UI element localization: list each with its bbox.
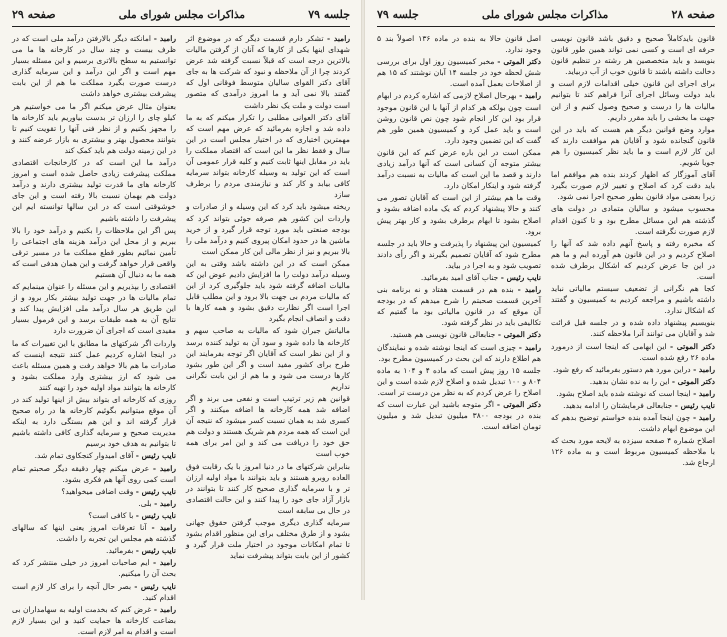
speech-text: بصر حال آنچه را برای کار لازم است اقدام کنید. xyxy=(12,581,176,602)
right-col-a xyxy=(377,33,541,595)
right-page-columns xyxy=(377,33,715,595)
left-page-title: مذاکرات مجلس شورای ملی xyxy=(118,9,245,21)
speech-text: دراین مورد هم دستور بفرمائید که رفع شود. xyxy=(552,364,691,374)
transcript-paragraph xyxy=(377,147,541,191)
speech-text: محسوب میشود و سالیان متمادی در دولت های گذشته هم این مسائل مطرح بود و تا کنون اقدام لازم صورت نگرفته است. xyxy=(551,204,715,236)
speaker-name: نایب رئیس - xyxy=(135,486,176,496)
speech-text: جناب آقای امید بفرمائید. xyxy=(420,272,499,282)
transcript-paragraph xyxy=(186,517,350,561)
left-session-label: جلسه ۷۹ xyxy=(308,8,350,21)
transcript-paragraph xyxy=(377,192,541,236)
speech-text: جنابعالی فرمایشتان را ادامه بدهید. xyxy=(563,401,673,410)
speaker-name: نایب رئیس - xyxy=(135,510,176,520)
left-page-header xyxy=(12,8,350,27)
transcript-paragraph xyxy=(551,376,715,387)
speech-text: بلی. xyxy=(138,498,152,508)
transcript-paragraph xyxy=(186,201,350,256)
transcript-paragraph xyxy=(12,463,176,485)
transcript-paragraph xyxy=(377,365,541,398)
speaker-name: رامبد - xyxy=(692,413,716,423)
speech-text: جلسه ۱۵ روز پیش است که ماده ۴ و ۱۰۴ به ماده ۸۰۴ و ۱۰۰ تبدیل شده و اصلاح لازم شده است و این اصلاح را عرض کردم که به نظر من درست تر است. xyxy=(377,365,542,397)
speech-text: بنویسیم پیشنهاد داده شده و در جلسه قبل قرائت شد و آقایان می توانند آنرا ملاحظه کنند. xyxy=(551,318,715,339)
speech-text: چون اینجا آمده بنده خواستم توضیح بدهم که این موضوع ابهام داشت. xyxy=(551,413,715,434)
speaker-name: دکتر الموتی - xyxy=(497,330,541,340)
transcript-paragraph xyxy=(551,203,715,236)
transcript-paragraph xyxy=(12,545,176,556)
speech-text: بعنوان مثال عرض میکنم اگر ما می خواستیم هر کیلو چای را ارزان تر بدست بیاوریم باید کارخانه ها را مجهز بکنیم و از نظر فنی آنها را تقویت کنیم تا بتوانند محصول بهتر و بیشتری به بازار عرضه کنند و در این زمینه دولت هم باید کمک کند xyxy=(12,101,176,155)
speech-text: ممکن است در این باره عرض کنم که این قانون بیشتر متوجه آن کسانی است که آنها درآمد زیادی دارند و قصد ما این است که مالیات به نسبت درآمد گرفته شود و اینکار امکان دارد. xyxy=(377,147,541,191)
right-page-header xyxy=(377,8,715,27)
transcript-paragraph xyxy=(551,283,715,316)
transcript-paragraph xyxy=(377,238,541,271)
left-page xyxy=(0,0,362,636)
speech-text: اگر متوجه باشید این عبارت است که بنده در بودجه ۳۸۰۰ میلیون تبدیل شد و میلیون تومان اضافه است. xyxy=(377,400,542,432)
speech-text: کمیسیون این پیشنهاد را پذیرفت و حالا باید در جلسه مطرح شود که آقایان تصمیم بگیرند و اگر رأی دادند تصویب شود و به اجرا در بیاید. xyxy=(377,238,541,270)
transcript-paragraph xyxy=(12,225,176,280)
right-session-label: جلسه ۷۹ xyxy=(377,8,419,21)
speech-text: روزی که کارخانه ای بتواند بیش از اینها تولید کند در آن موقع میتوانیم بگوئیم کارخانه ها در راه صحیح قرار گرفته اند و این هم بستگی دارد به اینکه مدیریت صحیح و سرمایه گذاری کافی داشته باشیم تا بتوانیم به هدف خود برسیم xyxy=(12,395,176,449)
transcript-paragraph xyxy=(12,281,176,336)
transcript-paragraph xyxy=(186,112,350,201)
speaker-name: رامبد - xyxy=(518,342,541,352)
transcript-paragraph xyxy=(12,450,176,461)
transcript-paragraph xyxy=(551,400,715,411)
speech-text: مالیاتش جبران شود که مالیات به صاحب سهم و کارخانه ها داده شود و سود آن به تولید کننده برسد و از این نظر است که آقایان اگر توجه بفرمایند این طرح برای کشور مفید است و اگر این طور بشود کارها درست می شود و ما هم از این بابت نگرانی نداریم xyxy=(186,326,350,391)
transcript-paragraph xyxy=(12,486,176,497)
speech-text: ریخته میشود باید کرد که این وسیله و از صادرات و واردات این کشور هم صرفه جوئی بتواند کرد که بودجه صنعتی باید مورد توجه قرار گیرد و از خرید ماشین ها در حدود امکان پیروی کنیم و درآمد ملی را بالا ببریم و نیز از نظر مالی این کار ممکن است xyxy=(186,202,350,256)
transcript-paragraph xyxy=(551,124,715,168)
speaker-name: رامبد - xyxy=(693,364,715,374)
speech-text: این ابهامی که اینجا است از درمورد ماده ۲۶ رفع شده است. xyxy=(551,341,715,362)
transcript-paragraph xyxy=(551,78,715,122)
transcript-paragraph xyxy=(12,338,176,393)
speech-text: اصلاح شماره ۴ صفحه سیزده به لایحه مورد بحث که با ملاحظه کمیسیون مربوط است و به ماده ۱۲۶ ارجاع شد. xyxy=(551,436,716,468)
transcript-paragraph xyxy=(12,394,176,449)
speech-text: امانکته دیگر بالارفتن درآمد ملی است که در ظرف بیست و چند سال در کارخانه ها ما می توانستیم به سطح بالاتری برسیم و این مسئله بسیار مهم است و اگر این درآمد و این سرمایه گذاری درست صورت بگیرد مملکت ما هم از این بابت پیشرفت بیشتری خواهد داشت xyxy=(12,34,176,99)
speaker-name: نایب رئیس - xyxy=(135,546,176,556)
transcript-paragraph xyxy=(12,510,176,521)
speaker-name: نایب رئیس - xyxy=(500,272,541,282)
speech-text: اقتصادی را بپذیریم و این مسئله را عنوان مینمایم که تمام مالیات ها در جهت تولید بیشتر بکار برود و از این طریق هر سال درآمد ملی افزایش پیدا کند و نتایج آن به همه طبقات برسد و این فرمول بسیار مفیدی است که اجرای آن ضرورت دارد xyxy=(12,282,176,336)
speaker-name: رامبد - xyxy=(327,34,350,43)
speech-text: بهرحال اصلاح لازمی که اشاره کردم در ابهام است چون بولکه هر کدام از آنها با این قانون موجود قرار بود این کار انجام شود چون نص قانون روشن است و باید عمل کرد و کمیسیون همین طور هم گفت که این تضمین وجود دارد. xyxy=(377,91,541,145)
speech-text: جنابعالی قانون نویسی هم هستید. xyxy=(390,330,496,340)
transcript-paragraph xyxy=(551,169,715,202)
transcript-paragraph xyxy=(186,33,350,111)
transcript-paragraph xyxy=(12,157,176,224)
transcript-paragraph xyxy=(377,329,541,340)
speaker-name: نایب رئیس - xyxy=(134,581,176,591)
speech-text: موارد وضع قوانین دیگر هم هست که باید در این قانون گنجانده شود و آقایان هم موافقت دارند که این کار لازم است و ما باید نظر کمیسیون را هم جویا شویم. xyxy=(551,124,715,168)
speech-text: مخبر کمیسیون روز اول برای بررسی شش لحظه خود در جلسه ۱۴ آبان نوشتند که ۱۵ هم از اصلاحات بعمل آمده است. xyxy=(377,57,541,89)
speech-text: قوانین هم زیر ترتیب است و نفعی می برند و اگر اضافه شد همه کارخانه ها اضافه میکنند و اگر کسری شد به همان نسبت کسر میشود که نتیجه آن این است که همه مردم هم شریک هستند و دولت هم حق خود را دریافت می کند و این امر برای همه خوب است xyxy=(186,394,350,459)
speech-text: بفرمائید. xyxy=(106,546,134,556)
transcript-paragraph xyxy=(551,33,715,77)
transcript-paragraph xyxy=(551,388,715,399)
left-col-b xyxy=(12,33,177,636)
left-page-columns xyxy=(12,33,350,636)
speaker-name: نایب رئیس - xyxy=(674,401,715,410)
transcript-paragraph xyxy=(12,498,176,509)
speech-text: ایم صاحبات امروز در خیلی منتشر کرد که بحث آن را میکنیم. xyxy=(12,558,176,579)
speech-text: بنابراین شرکتهای ما در دنیا امروز با یک رقابت فوق العاده روبرو هستند و باید بتوانند با مواد اولیه ارزان تر و با سرمایه گذاری صحیح کار کنند تا بتوانند در بازار آزاد جای خود را پیدا کنند و این حالت اقتصادی در حال بی سابقه است xyxy=(186,461,350,515)
speaker-name: دکتر الموتی - xyxy=(671,376,715,386)
speech-text: وقت ما هم بیشتر از این است که آقایان تصور می کنند و حالا پیشنهاد کردم که یک ماده اضافه بشود و اصلاح بشود تا ابهام برطرف بشود و کار بهتر پیش برود. xyxy=(377,193,541,236)
speech-text: غرض کنم که بخدمت اولیه به سهامداران بی بضاعت کارخانه ها حمایت کنید و این بسیار لازم است و اقدام به امر لازم است. xyxy=(12,604,176,636)
transcript-paragraph xyxy=(377,272,541,283)
speaker-name: رامبد - xyxy=(153,604,176,614)
speech-text: عرض میکنم چهار دقیقه دیگر صحبتم تمام است کمی روی آنها هم فکری بشود. xyxy=(12,463,176,484)
transcript-paragraph xyxy=(12,33,176,100)
transcript-paragraph xyxy=(186,461,350,516)
transcript-paragraph xyxy=(551,341,715,363)
speaker-name: نایب رئیس - xyxy=(135,451,176,461)
speech-text: برای اجرای این قانون خیلی اقدامات لازم است و باید دولت وسائل اجرای آنرا فراهم کند تا بتوانیم مالیات ها را درست و صحیح وصول کنیم و از این جهت ما بخشی را باید مقرر داریم. xyxy=(551,79,715,122)
speech-text: ممکن است که در این داشته باشد وقتی به این وسیله درآمد دولت را ما افزایش دادیم عوض این که مالیات اضافه گرفته شود باید جلوگیری کرد از این که مالیات مردم بی جهت بالا برود و این مطلب قابل اجرا است اگر نظارت دقیق بشود و همه کارها با دقت و انصاف انجام بگیرد xyxy=(186,258,350,324)
speech-text: که مخبره رفته و پاسخ آنهم داده شد که آنها را اصلاح کردیم و در این قانون هم آورده ایم و ما هم در این جا عرض کردیم که اشکال برطرف شده است. xyxy=(551,238,715,281)
left-page-number: صفحه ۲۹ xyxy=(12,8,56,21)
speech-text: بنده هم در قسمت هفتاد و نه برنامه بنی آخرین قسمت صحبتم را شرح میدهم که در بودجه آن موقع که در قانون مالیاتی بود ما گفتیم که تکالیفی باید در نظر گرفته شود. xyxy=(377,285,541,328)
speech-text: آنا تعرفات امروز یعنی اینها که سالهای گذشته هم مجلس این تجربه را داشت. xyxy=(12,523,176,544)
speaker-name: رامبد - xyxy=(151,523,177,533)
transcript-paragraph xyxy=(12,522,176,544)
right-page xyxy=(365,0,727,600)
speech-text: این را به نده نشان بدهید. xyxy=(589,376,670,386)
transcript-paragraph xyxy=(186,325,350,392)
speech-text: اصل قانون حالا به بنده در ماده ۱۳۶ اصولاً بند ۵ وجود ندارد. xyxy=(377,34,541,55)
speech-text: آقای امیدوار کنجکاوی تمام شد. xyxy=(34,451,134,461)
transcript-paragraph xyxy=(377,56,541,89)
speech-text: پس اگر این ملاحظات را بکنیم و درآمد خود را بالا ببریم و از محل این درآمد هزینه های اجتماعی را تأمین نمائیم بطور قطع مملکت ما در مسیر ترقی واقعی قرار خواهد گرفت و این همان هدفی است که همه ما به دنبال آن هستیم xyxy=(12,225,176,279)
speech-text: درآمد ما این است که در کارخانجات اقتصادی مملکت پیشرفت زیادی حاصل شده است و امروز کارخانه های ما قدرت تولید بیشتری دارند و درآمد دولت هم بهمان نسبت بالا رفته است و این جای خوشوقتی است که در این سالها توانسته ایم این پیشرفت را داشته باشیم xyxy=(12,158,176,223)
transcript-paragraph xyxy=(377,284,541,328)
speaker-name: رامبد - xyxy=(153,558,176,568)
transcript-paragraph xyxy=(551,412,715,434)
transcript-paragraph xyxy=(186,258,350,325)
transcript-paragraph xyxy=(551,317,715,339)
speaker-name: دکتر الموتی - xyxy=(496,400,541,409)
speaker-name: رامبد - xyxy=(517,285,542,295)
right-page-title: مذاکرات مجلس شورای ملی xyxy=(482,9,609,21)
speaker-name: رامبد - xyxy=(693,388,715,398)
transcript-paragraph xyxy=(551,435,715,468)
speech-text: واردات اگر شرکتهای ما مطابق با این تغییرات که ما در اینجا اشاره کردیم عمل کنند نتیجه اینست که صادرات ما هم بالا خواهد رفت و همین مسئله باعث می شود که ارز بیشتری وارد مملکت بشود و کارخانه ها بتوانند مواد اولیه خود را تهیه کنند xyxy=(12,338,176,392)
speech-text: چیزی است که اینجا نوشته شده و نمایندگان هم اطلاع دارند که این بحث در کمیسیون مطرح بود. xyxy=(377,342,541,363)
speech-text: با کافی است؟ xyxy=(88,510,134,520)
transcript-paragraph xyxy=(12,581,176,603)
transcript-paragraph xyxy=(551,238,715,282)
speaker-name: رامبد - xyxy=(152,463,177,473)
right-col-b xyxy=(551,33,715,595)
transcript-paragraph xyxy=(377,399,541,432)
speaker-name: رامبد - xyxy=(154,498,176,508)
speaker-name: دکتر الموتی - xyxy=(670,341,715,351)
speaker-name: رامبد - xyxy=(519,91,542,101)
speech-text: تشکر دارم قسمت دیگر که در موضوع اثر شهدای اینها یکی از کارها که آنان از گرفتن مالیات بالاترین درجه است که قبلاً نسبت گرفته شد عرض کردند چرا از آن ملاحظه و نبود که شرکت ها به جای آقای دکتر القوای سالیان متوسط فوقانی اول که گفتند بالا نمی آید و ما امروز درآمدی که متصور است دولت و ملت یک نظر داشت xyxy=(186,34,350,110)
speech-text: اینجا است که نوشته شده باید اصلاح بشود. xyxy=(556,388,691,398)
speaker-name: دکتر الموتی - xyxy=(497,57,541,67)
speech-text: وقت اضافی میخواهید؟ xyxy=(61,486,134,496)
transcript-paragraph xyxy=(551,364,715,375)
transcript-paragraph xyxy=(377,90,541,145)
transcript-paragraph xyxy=(12,604,176,637)
right-page-number: صفحه ۲۸ xyxy=(671,8,715,21)
speech-text: سرمایه گذاری دیگری موجب گرفتن حقوق جهانی بشود و از طرق مختلف برای این منظور اقدام بشود تا تمام امکانات موجود در اختیار ملت قرار گیرد و کشور از این بابت بتواند پیشرفت نماید xyxy=(186,518,350,561)
speech-text: آقای دکتر العوانی مطلبی را تکرار میکنم که به ما داده شد و اجازه بفرمائید که عرض مهم است که مهمترین اختیاری که در اختیار مجلس است در این سال و فقط نظر ما این است که اقتصاد مملکت را باید در مقابل اینها ثابت کنیم و کلیه قرار عمومی آن است که این تولید به وسیله کارخانه بتواند سرمایه کافی بیابد و کار کند و نیازمندی مردم را برطرف سازد xyxy=(186,112,350,200)
left-col-a xyxy=(186,33,350,595)
transcript-paragraph xyxy=(377,33,541,55)
transcript-paragraph xyxy=(377,342,541,364)
transcript-paragraph xyxy=(186,393,350,460)
speaker-name: رامبد - xyxy=(153,34,176,43)
speech-text: قانون بایدکاملاً صحیح و دقیق باشد قانون نویسی حرفه ای است و کسی نمی تواند همین طور قانون بنویسد و باید متخصصین هر رشته در تنظیم قانون دخالت داشته باشند تا قانون خوب از آب دربیاید. xyxy=(551,34,715,77)
speech-text: کجا هم نگرانی از تضعیف سیستم مالیاتی نباید داشته باشیم و مراجعه کردیم به کمیسیون و گفتند که اشکال ندارد. xyxy=(551,284,715,316)
transcript-paragraph xyxy=(12,557,176,579)
speech-text: آقای آموزگار که اظهار کردند بنده هم موافقم اما باید دقت کرد که اصلاح و تغییر لازم صورت بگیرد زیرا بعضی مواد قانون بطور صحیح اجرا نمی شود. xyxy=(551,170,715,202)
transcript-paragraph xyxy=(12,101,176,156)
